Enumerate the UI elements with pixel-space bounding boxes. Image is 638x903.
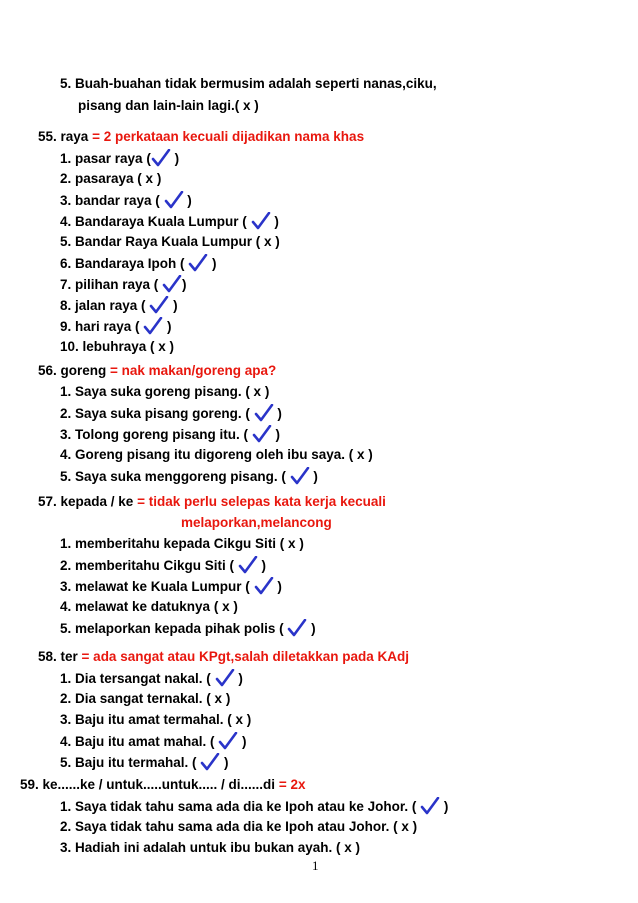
s57-item-3 xyxy=(60,577,282,596)
s55-item-8 xyxy=(60,296,178,315)
s56-item-3-close: ) xyxy=(271,427,280,442)
s58-item-1-text: 1. Dia tersangat nakal. ( xyxy=(60,671,215,686)
s58-item-5-close: ) xyxy=(220,755,229,770)
check-icon xyxy=(149,296,169,314)
s55-item-3 xyxy=(60,191,192,210)
section-57-heading xyxy=(38,493,386,511)
s56-item-1: 1. Saya suka goreng pisang. ( x ) xyxy=(60,384,270,399)
s55-item-3-close: ) xyxy=(183,193,192,208)
check-icon xyxy=(151,149,171,167)
s57-item-1: 1. memberitahu kepada Cikgu Siti ( x ) xyxy=(60,536,304,551)
s56-item-5 xyxy=(60,467,318,486)
s56-item-2-text: 2. Saya suka pisang goreng. ( xyxy=(60,406,254,421)
check-icon xyxy=(188,254,208,272)
s56-item-5-close: ) xyxy=(309,469,318,484)
section-57-rule: = tidak perlu selepas kata kerja kecuali xyxy=(137,494,386,509)
s55-item-1-close: ) xyxy=(170,151,180,166)
s55-item-6-text: 6. Bandaraya Ipoh ( xyxy=(60,256,189,271)
s57-item-2 xyxy=(60,556,266,575)
check-icon xyxy=(238,556,258,574)
s57-item-2-text: 2. memberitahu Cikgu Siti ( xyxy=(60,558,238,573)
s55-item-2: 2. pasaraya ( x ) xyxy=(60,171,162,186)
page-number: 1 xyxy=(312,858,319,873)
s58-item-1-close: ) xyxy=(234,671,243,686)
check-icon xyxy=(143,317,163,335)
s55-item-6-close: ) xyxy=(208,256,217,271)
section-57-title: 57. kepada / ke xyxy=(38,494,134,509)
s57-item-3-text: 3. melawat ke Kuala Lumpur ( xyxy=(60,579,254,594)
s55-item-4-close: ) xyxy=(270,214,279,229)
s58-item-3: 3. Baju itu amat termahal. ( x ) xyxy=(60,712,252,727)
s59-item-2: 2. Saya tidak tahu sama ada dia ke Ipoh atau Johor. ( x ) xyxy=(60,819,418,834)
s55-item-1-text: 1. pasar raya ( xyxy=(60,151,151,166)
section-55-heading xyxy=(38,128,364,146)
s59-item-3: 3. Hadiah ini adalah untuk ibu bukan ayah. ( x ) xyxy=(60,840,361,855)
s58-item-5 xyxy=(60,753,229,772)
section-59-rule: = 2x xyxy=(278,777,306,792)
s59-item-1 xyxy=(60,797,448,816)
section-58-rule: = ada sangat atau KPgt,salah diletakkan pada KAdj xyxy=(81,649,410,664)
s57-item-3-close: ) xyxy=(273,579,282,594)
s55-item-7-close: ) xyxy=(182,277,187,292)
s57-item-5-close: ) xyxy=(307,621,316,636)
s55-item-4 xyxy=(60,212,279,231)
s56-item-3-text: 3. Tolong goreng pisang itu. ( xyxy=(60,427,252,442)
s57-item-2-close: ) xyxy=(257,558,267,573)
section-58-heading xyxy=(38,648,409,666)
s58-item-4-text: 4. Baju itu amat mahal. ( xyxy=(60,734,219,749)
check-icon xyxy=(252,425,272,443)
s55-item-9-text: 9. hari raya ( xyxy=(60,319,144,334)
s55-item-9-close: ) xyxy=(163,319,172,334)
s55-item-1 xyxy=(60,149,179,168)
s58-item-5-text: 5. Baju itu termahal. ( xyxy=(60,755,201,770)
s56-item-4: 4. Goreng pisang itu digoreng oleh ibu saya. ( x ) xyxy=(60,447,373,462)
intro-line-2: pisang dan lain-lain lagi.( x ) xyxy=(78,98,259,113)
section-59-heading xyxy=(20,776,305,794)
s56-item-5-text: 5. Saya suka menggoreng pisang. ( xyxy=(60,469,290,484)
s55-item-10: 10. lebuhraya ( x ) xyxy=(60,339,175,354)
s57-item-5 xyxy=(60,619,316,638)
s58-item-4 xyxy=(60,732,247,751)
section-59-title: 59. ke......ke / untuk.....untuk..... / di......di xyxy=(20,777,276,792)
s55-item-7-text: 7. pilihan raya ( xyxy=(60,277,163,292)
check-icon xyxy=(162,275,182,293)
section-56-title: 56. goreng xyxy=(38,363,107,378)
s58-item-1 xyxy=(60,669,243,688)
s57-item-4: 4. melawat ke datuknya ( x ) xyxy=(60,599,238,614)
s55-item-9 xyxy=(60,317,172,336)
check-icon xyxy=(287,619,307,637)
section-57-rule-cont: melaporkan,melancong xyxy=(181,515,332,530)
intro-line-1: 5. Buah-buahan tidak bermusim adalah seperti nanas,ciku, xyxy=(60,76,437,91)
section-56-rule: = nak makan/goreng apa? xyxy=(110,363,277,378)
check-icon xyxy=(290,467,310,485)
section-58-title: 58. ter xyxy=(38,649,78,664)
check-icon xyxy=(218,732,238,750)
check-icon xyxy=(420,797,440,815)
check-icon xyxy=(254,404,274,422)
s59-item-1-close: ) xyxy=(440,799,449,814)
s57-item-5-text: 5. melaporkan kepada pihak polis ( xyxy=(60,621,288,636)
check-icon xyxy=(251,212,271,230)
s55-item-5: 5. Bandar Raya Kuala Lumpur ( x ) xyxy=(60,234,280,249)
s55-item-4-text: 4. Bandaraya Kuala Lumpur ( xyxy=(60,214,251,229)
check-icon xyxy=(254,577,274,595)
s58-item-2: 2. Dia sangat ternakal. ( x ) xyxy=(60,691,231,706)
check-icon xyxy=(215,669,235,687)
s56-item-2-close: ) xyxy=(273,406,282,421)
s55-item-8-text: 8. jalan raya ( xyxy=(60,298,150,313)
s56-item-3 xyxy=(60,425,280,444)
s58-item-4-close: ) xyxy=(238,734,247,749)
s55-item-3-text: 3. bandar raya ( xyxy=(60,193,164,208)
check-icon xyxy=(164,191,184,209)
s56-item-2 xyxy=(60,404,282,423)
s55-item-8-close: ) xyxy=(169,298,178,313)
s55-item-7 xyxy=(60,275,187,294)
s55-item-6 xyxy=(60,254,217,273)
section-55-title: 55. raya xyxy=(38,129,89,144)
section-55-rule: = 2 perkataan kecuali dijadikan nama khas xyxy=(92,129,365,144)
section-56-heading xyxy=(38,362,276,380)
s59-item-1-text: 1. Saya tidak tahu sama ada dia ke Ipoh atau ke Johor. ( xyxy=(60,799,421,814)
check-icon xyxy=(200,753,220,771)
